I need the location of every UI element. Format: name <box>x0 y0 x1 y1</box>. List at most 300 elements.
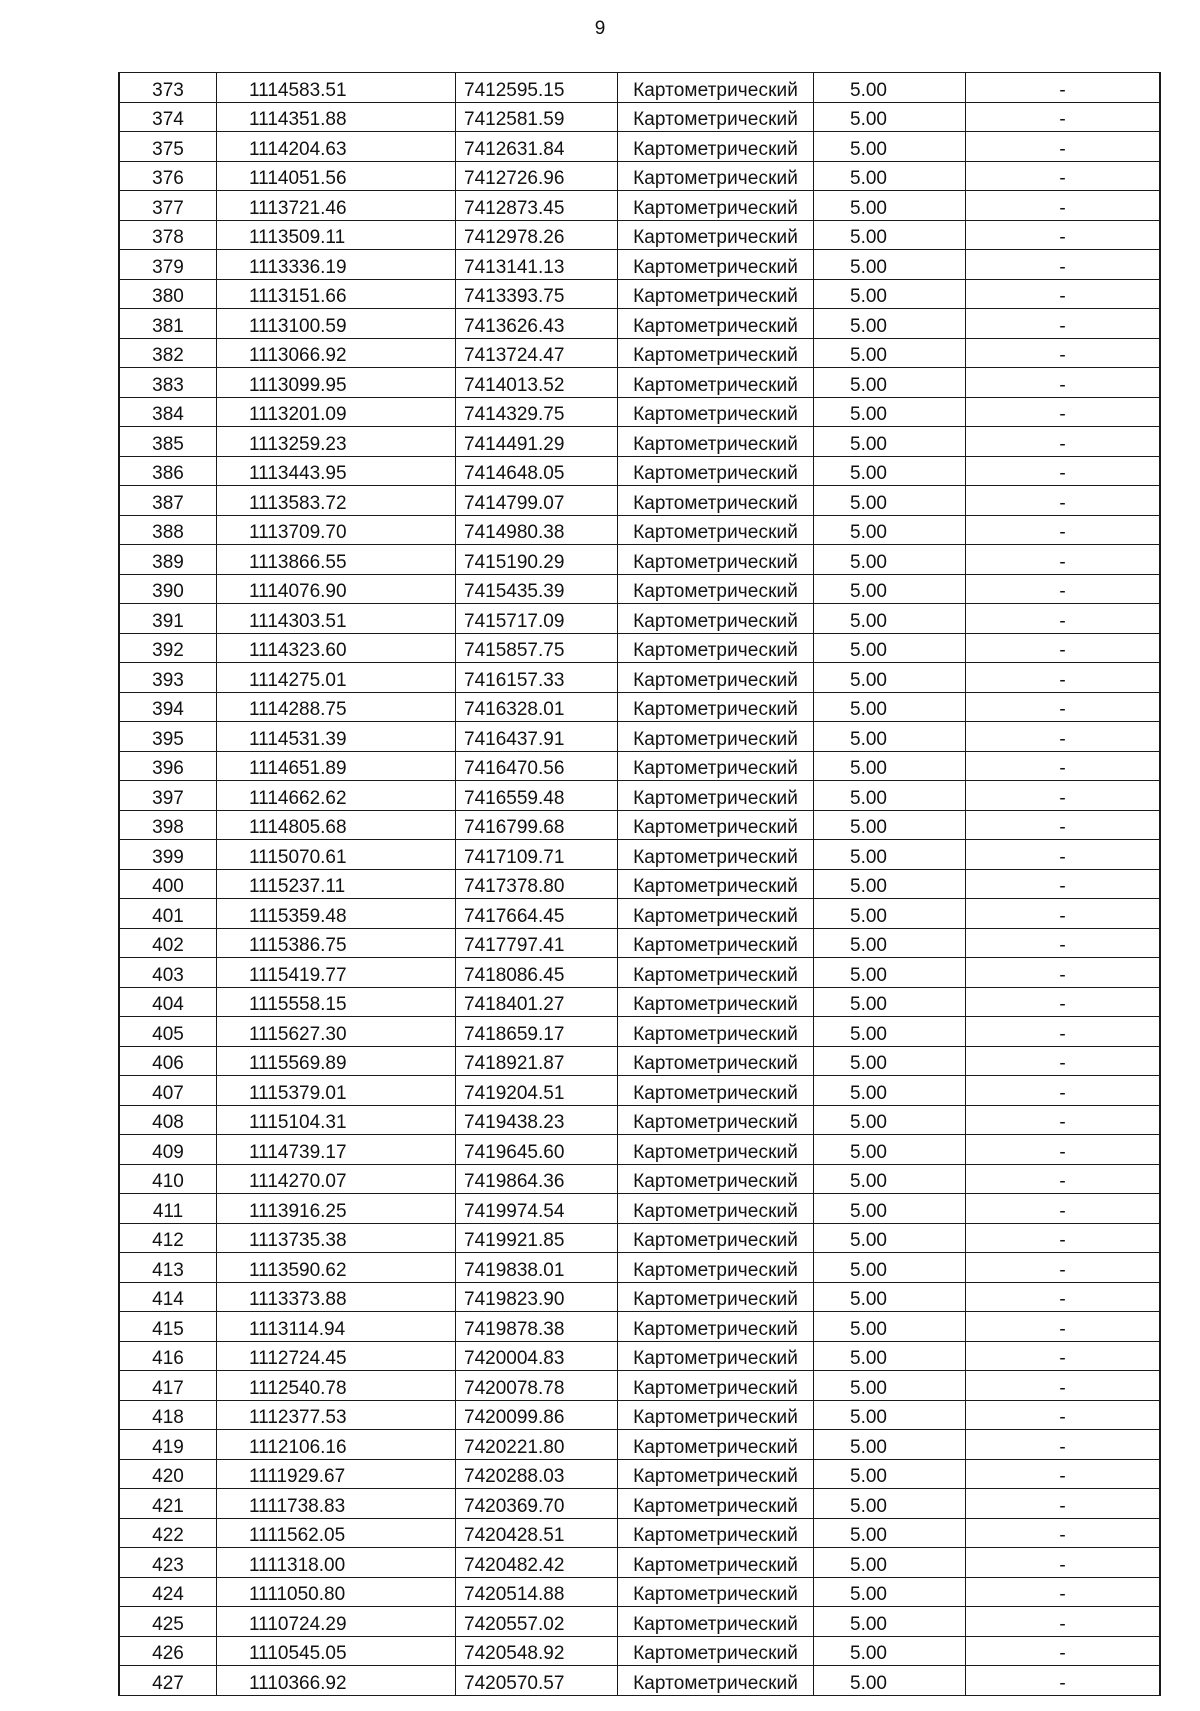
y-coordinate-cell: 7418921.87 <box>456 1046 618 1076</box>
description-cell: - <box>966 574 1161 604</box>
table-row <box>119 751 1160 781</box>
table-row <box>119 1400 1160 1430</box>
description-cell: - <box>966 545 1161 575</box>
description-cell: - <box>966 132 1161 162</box>
x-coordinate-cell: 1114051.56 <box>217 161 456 191</box>
table-row <box>119 515 1160 545</box>
accuracy-cell: 5.00 <box>814 633 966 663</box>
x-coordinate-cell: 1115379.01 <box>217 1076 456 1106</box>
x-coordinate-cell: 1114275.01 <box>217 663 456 693</box>
method-cell: Картометрический <box>618 663 814 693</box>
table-row <box>119 368 1160 398</box>
table-row <box>119 309 1160 339</box>
method-cell: Картометрический <box>618 1105 814 1135</box>
accuracy-cell: 5.00 <box>814 132 966 162</box>
y-coordinate-cell: 7420078.78 <box>456 1371 618 1401</box>
x-coordinate-cell: 1112724.45 <box>217 1341 456 1371</box>
table-row <box>119 161 1160 191</box>
point-number-cell: 422 <box>119 1518 217 1548</box>
table-row <box>119 1577 1160 1607</box>
table-row <box>119 132 1160 162</box>
description-cell: - <box>966 73 1161 103</box>
accuracy-cell: 5.00 <box>814 102 966 132</box>
method-cell: Картометрический <box>618 574 814 604</box>
accuracy-cell: 5.00 <box>814 1164 966 1194</box>
y-coordinate-cell: 7420482.42 <box>456 1548 618 1578</box>
point-number-cell: 401 <box>119 899 217 929</box>
accuracy-cell: 5.00 <box>814 397 966 427</box>
accuracy-cell: 5.00 <box>814 1046 966 1076</box>
point-number-cell: 399 <box>119 840 217 870</box>
x-coordinate-cell: 1115419.77 <box>217 958 456 988</box>
method-cell: Картометрический <box>618 604 814 634</box>
description-cell: - <box>966 663 1161 693</box>
y-coordinate-cell: 7414799.07 <box>456 486 618 516</box>
method-cell: Картометрический <box>618 1489 814 1519</box>
method-cell: Картометрический <box>618 869 814 899</box>
y-coordinate-cell: 7420557.02 <box>456 1607 618 1637</box>
table-row <box>119 456 1160 486</box>
table-row <box>119 1194 1160 1224</box>
accuracy-cell: 5.00 <box>814 73 966 103</box>
method-cell: Картометрический <box>618 220 814 250</box>
point-number-cell: 411 <box>119 1194 217 1224</box>
description-cell: - <box>966 1253 1161 1283</box>
method-cell: Картометрический <box>618 1666 814 1696</box>
accuracy-cell: 5.00 <box>814 574 966 604</box>
method-cell: Картометрический <box>618 1017 814 1047</box>
table-row <box>119 1341 1160 1371</box>
description-cell: - <box>966 1666 1161 1696</box>
table-row <box>119 1105 1160 1135</box>
y-coordinate-cell: 7415857.75 <box>456 633 618 663</box>
accuracy-cell: 5.00 <box>814 840 966 870</box>
x-coordinate-cell: 1113201.09 <box>217 397 456 427</box>
point-number-cell: 386 <box>119 456 217 486</box>
accuracy-cell: 5.00 <box>814 604 966 634</box>
accuracy-cell: 5.00 <box>814 1371 966 1401</box>
y-coordinate-cell: 7414491.29 <box>456 427 618 457</box>
table-row <box>119 73 1160 103</box>
table-row <box>119 1135 1160 1165</box>
table-row <box>119 1017 1160 1047</box>
point-number-cell: 417 <box>119 1371 217 1401</box>
description-cell: - <box>966 928 1161 958</box>
table-row <box>119 1046 1160 1076</box>
point-number-cell: 396 <box>119 751 217 781</box>
y-coordinate-cell: 7412581.59 <box>456 102 618 132</box>
x-coordinate-cell: 1113866.55 <box>217 545 456 575</box>
method-cell: Картометрический <box>618 1253 814 1283</box>
method-cell: Картометрический <box>618 1312 814 1342</box>
description-cell: - <box>966 1046 1161 1076</box>
point-number-cell: 410 <box>119 1164 217 1194</box>
description-cell: - <box>966 692 1161 722</box>
x-coordinate-cell: 1115386.75 <box>217 928 456 958</box>
table-row <box>119 604 1160 634</box>
y-coordinate-cell: 7417378.80 <box>456 869 618 899</box>
description-cell: - <box>966 515 1161 545</box>
x-coordinate-cell: 1114351.88 <box>217 102 456 132</box>
accuracy-cell: 5.00 <box>814 1253 966 1283</box>
x-coordinate-cell: 1113336.19 <box>217 250 456 280</box>
point-number-cell: 389 <box>119 545 217 575</box>
y-coordinate-cell: 7416470.56 <box>456 751 618 781</box>
point-number-cell: 412 <box>119 1223 217 1253</box>
y-coordinate-cell: 7419645.60 <box>456 1135 618 1165</box>
description-cell: - <box>966 1371 1161 1401</box>
accuracy-cell: 5.00 <box>814 1223 966 1253</box>
accuracy-cell: 5.00 <box>814 279 966 309</box>
description-cell: - <box>966 1017 1161 1047</box>
y-coordinate-cell: 7419864.36 <box>456 1164 618 1194</box>
y-coordinate-cell: 7413393.75 <box>456 279 618 309</box>
y-coordinate-cell: 7419878.38 <box>456 1312 618 1342</box>
point-number-cell: 381 <box>119 309 217 339</box>
y-coordinate-cell: 7419921.85 <box>456 1223 618 1253</box>
x-coordinate-cell: 1113259.23 <box>217 427 456 457</box>
x-coordinate-cell: 1114805.68 <box>217 810 456 840</box>
method-cell: Картометрический <box>618 1577 814 1607</box>
method-cell: Картометрический <box>618 1607 814 1637</box>
method-cell: Картометрический <box>618 1371 814 1401</box>
x-coordinate-cell: 1111050.80 <box>217 1577 456 1607</box>
method-cell: Картометрический <box>618 899 814 929</box>
table-row <box>119 633 1160 663</box>
x-coordinate-cell: 1113916.25 <box>217 1194 456 1224</box>
accuracy-cell: 5.00 <box>814 1666 966 1696</box>
point-number-cell: 425 <box>119 1607 217 1637</box>
point-number-cell: 423 <box>119 1548 217 1578</box>
point-number-cell: 375 <box>119 132 217 162</box>
description-cell: - <box>966 191 1161 221</box>
accuracy-cell: 5.00 <box>814 1017 966 1047</box>
point-number-cell: 374 <box>119 102 217 132</box>
y-coordinate-cell: 7412726.96 <box>456 161 618 191</box>
y-coordinate-cell: 7412631.84 <box>456 132 618 162</box>
accuracy-cell: 5.00 <box>814 1459 966 1489</box>
point-number-cell: 404 <box>119 987 217 1017</box>
method-cell: Картометрический <box>618 456 814 486</box>
description-cell: - <box>966 1489 1161 1519</box>
point-number-cell: 384 <box>119 397 217 427</box>
description-cell: - <box>966 987 1161 1017</box>
x-coordinate-cell: 1112106.16 <box>217 1430 456 1460</box>
table-row <box>119 279 1160 309</box>
x-coordinate-cell: 1111929.67 <box>217 1459 456 1489</box>
method-cell: Картометрический <box>618 102 814 132</box>
accuracy-cell: 5.00 <box>814 751 966 781</box>
x-coordinate-cell: 1115237.11 <box>217 869 456 899</box>
method-cell: Картометрический <box>618 338 814 368</box>
y-coordinate-cell: 7418659.17 <box>456 1017 618 1047</box>
x-coordinate-cell: 1113509.11 <box>217 220 456 250</box>
point-number-cell: 397 <box>119 781 217 811</box>
table-row <box>119 1666 1160 1696</box>
description-cell: - <box>966 1194 1161 1224</box>
table-row <box>119 191 1160 221</box>
table-row <box>119 958 1160 988</box>
description-cell: - <box>966 810 1161 840</box>
y-coordinate-cell: 7412873.45 <box>456 191 618 221</box>
method-cell: Картометрический <box>618 1518 814 1548</box>
accuracy-cell: 5.00 <box>814 250 966 280</box>
coordinates-table-body <box>119 73 1160 1696</box>
table-row <box>119 397 1160 427</box>
description-cell: - <box>966 338 1161 368</box>
point-number-cell: 402 <box>119 928 217 958</box>
x-coordinate-cell: 1112540.78 <box>217 1371 456 1401</box>
table-row <box>119 928 1160 958</box>
accuracy-cell: 5.00 <box>814 781 966 811</box>
y-coordinate-cell: 7412595.15 <box>456 73 618 103</box>
accuracy-cell: 5.00 <box>814 486 966 516</box>
table-row <box>119 220 1160 250</box>
method-cell: Картометрический <box>618 132 814 162</box>
accuracy-cell: 5.00 <box>814 368 966 398</box>
x-coordinate-cell: 1114739.17 <box>217 1135 456 1165</box>
accuracy-cell: 5.00 <box>814 338 966 368</box>
x-coordinate-cell: 1110724.29 <box>217 1607 456 1637</box>
accuracy-cell: 5.00 <box>814 1076 966 1106</box>
accuracy-cell: 5.00 <box>814 1194 966 1224</box>
method-cell: Картометрический <box>618 1636 814 1666</box>
method-cell: Картометрический <box>618 751 814 781</box>
method-cell: Картометрический <box>618 1400 814 1430</box>
y-coordinate-cell: 7417109.71 <box>456 840 618 870</box>
x-coordinate-cell: 1113709.70 <box>217 515 456 545</box>
description-cell: - <box>966 1459 1161 1489</box>
table-row <box>119 1312 1160 1342</box>
description-cell: - <box>966 397 1161 427</box>
description-cell: - <box>966 1341 1161 1371</box>
y-coordinate-cell: 7414013.52 <box>456 368 618 398</box>
y-coordinate-cell: 7415190.29 <box>456 545 618 575</box>
point-number-cell: 403 <box>119 958 217 988</box>
accuracy-cell: 5.00 <box>814 692 966 722</box>
point-number-cell: 383 <box>119 368 217 398</box>
x-coordinate-cell: 1111318.00 <box>217 1548 456 1578</box>
point-number-cell: 424 <box>119 1577 217 1607</box>
accuracy-cell: 5.00 <box>814 161 966 191</box>
x-coordinate-cell: 1114076.90 <box>217 574 456 604</box>
point-number-cell: 406 <box>119 1046 217 1076</box>
method-cell: Картометрический <box>618 1223 814 1253</box>
x-coordinate-cell: 1114323.60 <box>217 633 456 663</box>
table-row <box>119 1548 1160 1578</box>
y-coordinate-cell: 7420004.83 <box>456 1341 618 1371</box>
y-coordinate-cell: 7415717.09 <box>456 604 618 634</box>
point-number-cell: 393 <box>119 663 217 693</box>
x-coordinate-cell: 1114303.51 <box>217 604 456 634</box>
x-coordinate-cell: 1114583.51 <box>217 73 456 103</box>
description-cell: - <box>966 899 1161 929</box>
x-coordinate-cell: 1113100.59 <box>217 309 456 339</box>
point-number-cell: 416 <box>119 1341 217 1371</box>
y-coordinate-cell: 7416437.91 <box>456 722 618 752</box>
method-cell: Картометрический <box>618 1135 814 1165</box>
y-coordinate-cell: 7420099.86 <box>456 1400 618 1430</box>
y-coordinate-cell: 7415435.39 <box>456 574 618 604</box>
method-cell: Картометрический <box>618 1459 814 1489</box>
table-row <box>119 574 1160 604</box>
description-cell: - <box>966 722 1161 752</box>
x-coordinate-cell: 1114662.62 <box>217 781 456 811</box>
table-row <box>119 1636 1160 1666</box>
description-cell: - <box>966 1312 1161 1342</box>
accuracy-cell: 5.00 <box>814 220 966 250</box>
point-number-cell: 380 <box>119 279 217 309</box>
x-coordinate-cell: 1115627.30 <box>217 1017 456 1047</box>
x-coordinate-cell: 1115070.61 <box>217 840 456 870</box>
description-cell: - <box>966 751 1161 781</box>
x-coordinate-cell: 1114651.89 <box>217 751 456 781</box>
x-coordinate-cell: 1115359.48 <box>217 899 456 929</box>
y-coordinate-cell: 7412978.26 <box>456 220 618 250</box>
x-coordinate-cell: 1110366.92 <box>217 1666 456 1696</box>
method-cell: Картометрический <box>618 1341 814 1371</box>
x-coordinate-cell: 1113099.95 <box>217 368 456 398</box>
method-cell: Картометрический <box>618 1194 814 1224</box>
method-cell: Картометрический <box>618 368 814 398</box>
point-number-cell: 413 <box>119 1253 217 1283</box>
accuracy-cell: 5.00 <box>814 663 966 693</box>
x-coordinate-cell: 1113066.92 <box>217 338 456 368</box>
point-number-cell: 409 <box>119 1135 217 1165</box>
y-coordinate-cell: 7420548.92 <box>456 1636 618 1666</box>
point-number-cell: 394 <box>119 692 217 722</box>
accuracy-cell: 5.00 <box>814 1548 966 1578</box>
accuracy-cell: 5.00 <box>814 1518 966 1548</box>
description-cell: - <box>966 1135 1161 1165</box>
table-row <box>119 1282 1160 1312</box>
x-coordinate-cell: 1111738.83 <box>217 1489 456 1519</box>
point-number-cell: 408 <box>119 1105 217 1135</box>
point-number-cell: 427 <box>119 1666 217 1696</box>
description-cell: - <box>966 1636 1161 1666</box>
method-cell: Картометрический <box>618 810 814 840</box>
y-coordinate-cell: 7417664.45 <box>456 899 618 929</box>
description-cell: - <box>966 1518 1161 1548</box>
table-row <box>119 899 1160 929</box>
description-cell: - <box>966 604 1161 634</box>
y-coordinate-cell: 7418086.45 <box>456 958 618 988</box>
point-number-cell: 421 <box>119 1489 217 1519</box>
point-number-cell: 378 <box>119 220 217 250</box>
description-cell: - <box>966 427 1161 457</box>
table-row <box>119 722 1160 752</box>
method-cell: Картометрический <box>618 515 814 545</box>
table-row <box>119 781 1160 811</box>
accuracy-cell: 5.00 <box>814 987 966 1017</box>
description-cell: - <box>966 486 1161 516</box>
description-cell: - <box>966 1607 1161 1637</box>
method-cell: Картометрический <box>618 309 814 339</box>
table-row <box>119 840 1160 870</box>
table-row <box>119 869 1160 899</box>
table-row <box>119 486 1160 516</box>
x-coordinate-cell: 1111562.05 <box>217 1518 456 1548</box>
description-cell: - <box>966 250 1161 280</box>
description-cell: - <box>966 368 1161 398</box>
point-number-cell: 414 <box>119 1282 217 1312</box>
y-coordinate-cell: 7419438.23 <box>456 1105 618 1135</box>
accuracy-cell: 5.00 <box>814 427 966 457</box>
accuracy-cell: 5.00 <box>814 191 966 221</box>
point-number-cell: 388 <box>119 515 217 545</box>
y-coordinate-cell: 7413141.13 <box>456 250 618 280</box>
y-coordinate-cell: 7419823.90 <box>456 1282 618 1312</box>
table-row <box>119 1253 1160 1283</box>
point-number-cell: 392 <box>119 633 217 663</box>
y-coordinate-cell: 7413724.47 <box>456 338 618 368</box>
point-number-cell: 377 <box>119 191 217 221</box>
x-coordinate-cell: 1114270.07 <box>217 1164 456 1194</box>
y-coordinate-cell: 7416559.48 <box>456 781 618 811</box>
table-row <box>119 427 1160 457</box>
x-coordinate-cell: 1115569.89 <box>217 1046 456 1076</box>
table-row <box>119 250 1160 280</box>
accuracy-cell: 5.00 <box>814 810 966 840</box>
description-cell: - <box>966 1548 1161 1578</box>
y-coordinate-cell: 7420288.03 <box>456 1459 618 1489</box>
y-coordinate-cell: 7416799.68 <box>456 810 618 840</box>
accuracy-cell: 5.00 <box>814 1577 966 1607</box>
description-cell: - <box>966 781 1161 811</box>
description-cell: - <box>966 1430 1161 1460</box>
point-number-cell: 382 <box>119 338 217 368</box>
y-coordinate-cell: 7420428.51 <box>456 1518 618 1548</box>
y-coordinate-cell: 7418401.27 <box>456 987 618 1017</box>
x-coordinate-cell: 1113721.46 <box>217 191 456 221</box>
description-cell: - <box>966 1164 1161 1194</box>
description-cell: - <box>966 279 1161 309</box>
description-cell: - <box>966 309 1161 339</box>
method-cell: Картометрический <box>618 250 814 280</box>
accuracy-cell: 5.00 <box>814 1430 966 1460</box>
x-coordinate-cell: 1113114.94 <box>217 1312 456 1342</box>
x-coordinate-cell: 1115104.31 <box>217 1105 456 1135</box>
method-cell: Картометрический <box>618 397 814 427</box>
page-number: 9 <box>594 18 606 39</box>
table-row <box>119 1518 1160 1548</box>
method-cell: Картометрический <box>618 633 814 663</box>
table-row <box>119 338 1160 368</box>
y-coordinate-cell: 7420221.80 <box>456 1430 618 1460</box>
x-coordinate-cell: 1110545.05 <box>217 1636 456 1666</box>
description-cell: - <box>966 869 1161 899</box>
point-number-cell: 376 <box>119 161 217 191</box>
accuracy-cell: 5.00 <box>814 928 966 958</box>
table-row <box>119 663 1160 693</box>
x-coordinate-cell: 1113735.38 <box>217 1223 456 1253</box>
method-cell: Картометрический <box>618 1046 814 1076</box>
method-cell: Картометрический <box>618 1076 814 1106</box>
description-cell: - <box>966 1105 1161 1135</box>
description-cell: - <box>966 1282 1161 1312</box>
table-row <box>119 987 1160 1017</box>
method-cell: Картометрический <box>618 781 814 811</box>
table-row <box>119 102 1160 132</box>
y-coordinate-cell: 7420369.70 <box>456 1489 618 1519</box>
point-number-cell: 395 <box>119 722 217 752</box>
method-cell: Картометрический <box>618 958 814 988</box>
x-coordinate-cell: 1114288.75 <box>217 692 456 722</box>
method-cell: Картометрический <box>618 486 814 516</box>
point-number-cell: 420 <box>119 1459 217 1489</box>
table-row <box>119 1489 1160 1519</box>
method-cell: Картометрический <box>618 722 814 752</box>
